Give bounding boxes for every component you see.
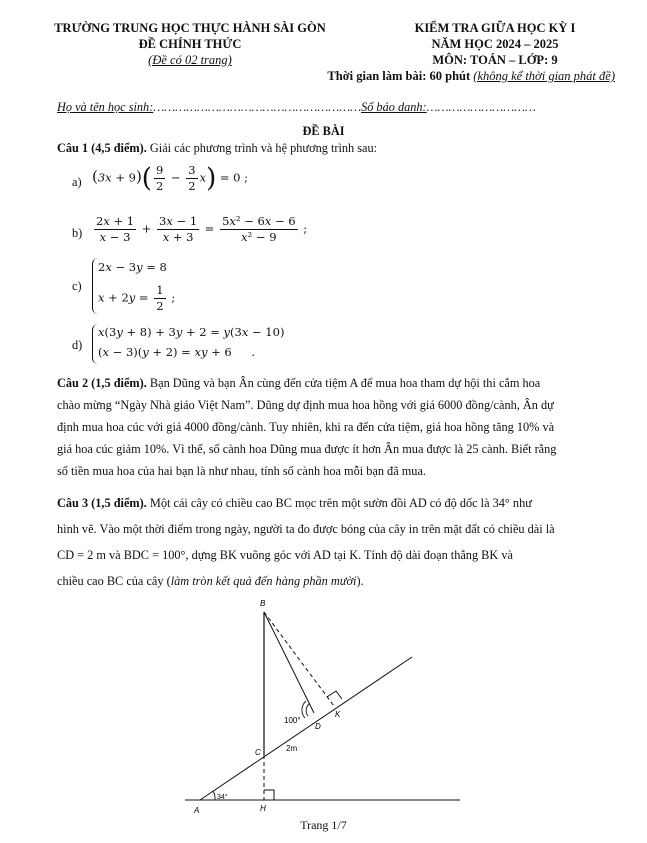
q1-d-label: d) — [72, 338, 83, 352]
label-k: K — [335, 710, 341, 719]
time-note: (không kể thời gian phát đề) — [473, 69, 615, 83]
q1-c-eq2: x + 2y = $\frac{1}{2}$ ; — [98, 283, 176, 313]
q2-line-5: số tiền mua hoa của hai bạn là như nhau, tính số cành hoa mỗi bạn đã mua. — [57, 464, 426, 478]
subject: MÔN: TOÁN – LỚP: 9 — [432, 53, 558, 67]
q2-line-2: chào mừng “Ngày Nhà giáo Việt Nam”. Dũng dự định mua hoa hồng với giá 6000 đồng/cành, Ân dự — [57, 398, 554, 412]
q3-line-2: hình vẽ. Vào một thời điểm trong ngày, người ta đo được bóng của cây in trên mặt đất có chiều dài là — [57, 522, 555, 536]
right-angle-h — [264, 790, 274, 800]
q2-line-3: định mua hoa cúc với giá 4000 đồng/cành. Tuy nhiên, khi ra đến cửa tiệm, giá hoa hồng tăng 10% và — [57, 420, 555, 434]
label-angle-d: 100° — [284, 716, 301, 725]
q3-line-4b: làm tròn kết quả đến hàng phần mười — [170, 574, 357, 588]
right-angle-k — [327, 691, 342, 699]
q1-d-eq1: x(3y + 8) + 3y + 2 = y(3x − 10) — [98, 325, 285, 339]
q1-b-label: b) — [72, 226, 83, 240]
exam-title: KIỂM TRA GIỮA HỌC KỲ I — [414, 21, 576, 35]
official-label: ĐỀ CHÍNH THỨC — [138, 37, 242, 51]
angle-arc-d1 — [306, 704, 309, 716]
line-bd — [264, 612, 314, 713]
q1-a-equation: (3x + 9)( $\frac{9}{2}$ − $\frac{3}{2}$ x) = 0 ; — [92, 163, 249, 194]
q1-d-eq2: (x − 3)(y + 2) = xy + 6 . — [98, 345, 256, 359]
student-name-dots: ………………………………………………… — [153, 100, 362, 114]
geometry-figure — [180, 595, 470, 820]
q3-line-4c: ). — [356, 574, 364, 588]
student-info — [57, 100, 597, 115]
angle-arc-d2 — [302, 701, 306, 718]
question-2-label: Câu 2 (1,5 điểm). — [57, 376, 147, 390]
question-1-heading — [57, 141, 377, 156]
page-title: ĐỀ BÀI — [302, 124, 345, 138]
time-line — [285, 69, 615, 84]
label-cd-length: 2m — [286, 744, 298, 753]
angle-arc-a — [213, 791, 215, 800]
label-b: B — [260, 599, 266, 608]
student-id-dots: ………………………… — [426, 100, 536, 114]
time-label: Thời gian làm bài: 60 phút — [327, 69, 471, 83]
q1-c-eq1: 2x − 3y = 8 — [98, 260, 167, 274]
label-c: C — [255, 748, 261, 757]
school-year: NĂM HỌC 2024 – 2025 — [431, 37, 559, 51]
q3-line-4a: chiều cao BC của cây ( — [57, 574, 171, 588]
school-name: TRƯỜNG TRUNG HỌC THỰC HÀNH SÀI GÒN — [54, 21, 326, 35]
slope-line — [200, 657, 412, 800]
q2-line-4: giá hoa cúc giảm 10%. Vì thế, số cành hoa Dũng mua được ít hơn Ân mua được là 25 cành. Biết rằng — [57, 442, 557, 456]
q1-b-equation: $\frac{2x + 1}{x - 3}$ + $\frac{3x - 1}{x + 3}$ = $\frac{\text{5x² − 6x − 6}}{\text{x² − 9}}$ ; — [96, 214, 308, 244]
question-3 — [57, 490, 592, 594]
label-a: A — [194, 806, 200, 815]
dashed-bk — [264, 612, 334, 706]
label-d: D — [315, 722, 321, 731]
question-3-label: Câu 3 (1,5 điểm). — [57, 496, 147, 510]
question-1-label: Câu 1 (4,5 điểm). — [57, 141, 147, 155]
q1-a-label: a) — [72, 175, 82, 189]
q1-c-label: c) — [72, 279, 82, 293]
page-footer: Trang 1/7 — [300, 818, 347, 832]
page-count: (Đề có 02 trang) — [148, 53, 232, 67]
label-angle-a: 34° — [217, 794, 228, 801]
question-1-text: Giải các phương trình và hệ phương trình sau: — [146, 141, 378, 155]
q3-line-1: Một cái cây có chiều cao BC mọc trên một sườn đồi AD có độ dốc là 34° như — [146, 496, 532, 510]
q3-line-3: CD = 2 m và BDC = 100°, dựng BK vuông góc với AD tại K. Tính độ dài đoạn thẳng BK và — [57, 548, 513, 562]
label-h: H — [260, 804, 266, 813]
q2-line-1: Bạn Dũng và bạn Ân cùng đến cửa tiệm A để mua hoa tham dự hội thi cắm hoa — [146, 376, 541, 390]
student-name-label: Họ và tên học sinh: — [57, 100, 154, 114]
question-2 — [57, 372, 592, 482]
student-id-label: Số báo danh: — [361, 100, 427, 114]
